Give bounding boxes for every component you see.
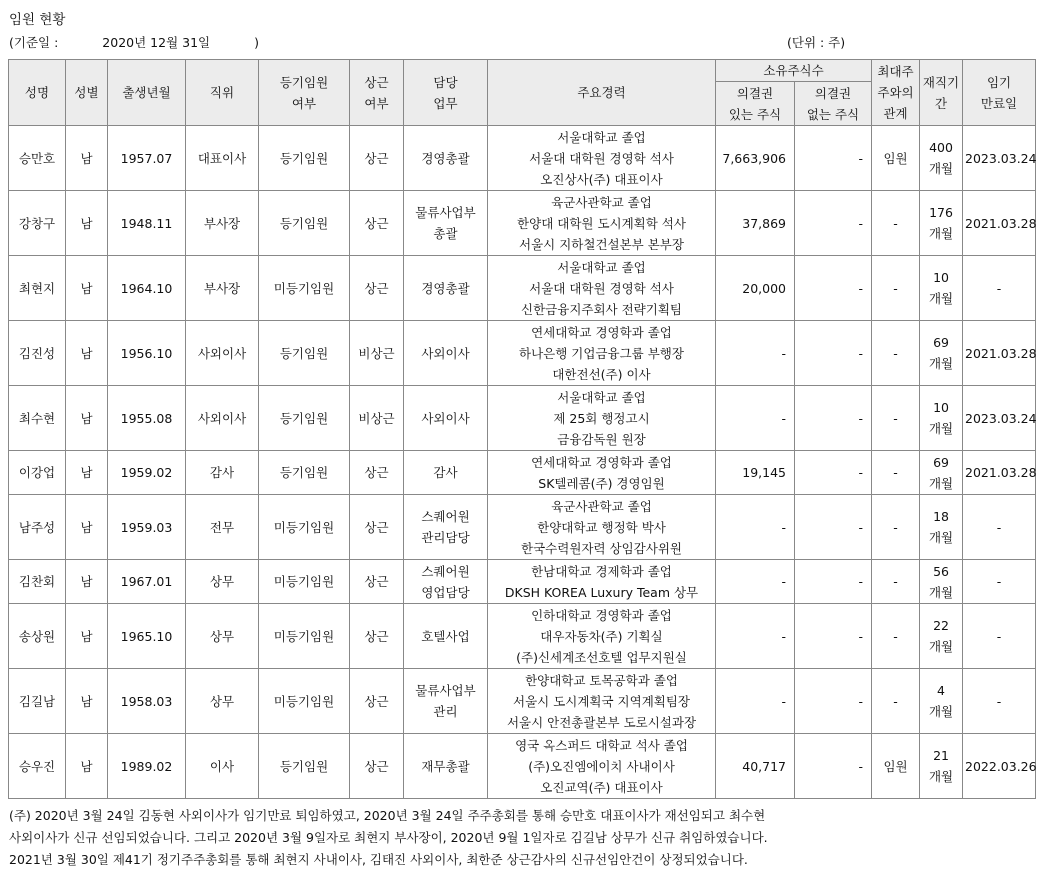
cell-tenure-line: 10 <box>933 270 949 285</box>
cell-duty-line: 관리 <box>433 704 458 719</box>
cell-duty-line: 물류사업부 <box>415 683 476 698</box>
cell-tenure <box>920 191 963 256</box>
header-nonvoting: 의결권 없는 주식 <box>795 82 872 126</box>
cell-career <box>488 669 716 734</box>
cell-fulltime: 상근 <box>350 191 404 256</box>
header-fulltime: 상근 여부 <box>350 60 404 126</box>
cell-career-line: (주)오진엠에이치 사내이사 <box>528 758 675 774</box>
cell-name: 승만호 <box>9 126 66 191</box>
cell-duty <box>404 321 488 386</box>
cell-relation: - <box>872 669 920 734</box>
cell-name: 최현지 <box>9 256 66 321</box>
cell-career-line: 대우자동차(주) 기획실 <box>540 628 663 644</box>
cell-nonvoting: - <box>795 126 872 191</box>
cell-duty <box>404 560 488 604</box>
cell-tenure <box>920 669 963 734</box>
cell-career <box>488 321 716 386</box>
table-row <box>9 669 1036 734</box>
cell-relation: 임원 <box>872 734 920 799</box>
cell-duty-line: 물류사업부 <box>415 205 476 220</box>
cell-duty <box>404 191 488 256</box>
cell-tenure-line: 개월 <box>928 639 954 654</box>
cell-career-line: DKSH KOREA Luxury Team 상무 <box>504 584 699 600</box>
cell-registered: 미등기임원 <box>259 604 350 669</box>
cell-career-line: 제 25회 행정고시 <box>553 410 650 426</box>
cell-birth: 1958.03 <box>108 669 186 734</box>
cell-gender: 남 <box>66 191 108 256</box>
cell-duty-line: 사외이사 <box>421 345 470 361</box>
header-career: 주요경력 <box>488 60 716 126</box>
cell-career-line: 육군사관학교 졸업 <box>551 194 652 210</box>
cell-nonvoting: - <box>795 560 872 604</box>
cell-nonvoting: - <box>795 256 872 321</box>
footnote-line: 2021년 3월 30일 제41기 정기주주총회를 통해 최현지 사내이사, 김태진 사외이사, 최한준 상근감사의 신규선임안건이 상정되었습니다. <box>9 852 748 867</box>
cell-birth: 1948.11 <box>108 191 186 256</box>
cell-tenure-line: 개월 <box>928 584 954 600</box>
cell-career <box>488 734 716 799</box>
cell-career <box>488 604 716 669</box>
cell-relation: - <box>872 495 920 560</box>
cell-registered: 등기임원 <box>259 191 350 256</box>
cell-voting: - <box>716 495 795 560</box>
header-tenure: 재직기 간 <box>920 60 963 126</box>
cell-tenure-line: 21 <box>933 748 949 763</box>
cell-voting: 37,869 <box>716 191 795 256</box>
cell-duty-line: 관리담당 <box>421 530 470 545</box>
cell-career <box>488 560 716 604</box>
cell-birth: 1955.08 <box>108 386 186 451</box>
cell-relation: - <box>872 386 920 451</box>
cell-gender: 남 <box>66 256 108 321</box>
cell-birth: 1989.02 <box>108 734 186 799</box>
footnote-line: 사외이사가 신규 선임되었습니다. 그리고 2020년 3월 9일자로 최현지 부사장이, 2020년 9월 1일자로 김길남 상무가 신규 취임하였습니다. <box>9 830 768 845</box>
cell-name: 김찬회 <box>9 560 66 604</box>
cell-career-line: 대한전선(주) 이사 <box>552 366 651 382</box>
basis-date: 2020년 12월 31일 <box>102 35 211 50</box>
cell-nonvoting: - <box>795 669 872 734</box>
cell-career <box>488 191 716 256</box>
cell-duty-line: 스퀘어원 <box>421 509 470 524</box>
cell-career-line: 한양대 대학원 도시계획학 석사 <box>517 215 686 231</box>
footnote-line: (주) 2020년 3월 24일 김동현 사외이사가 임기만료 퇴임하였고, 2020년 3월 24일 주주총회를 통해 승만호 대표이사가 재선임되고 최수현 <box>9 808 766 823</box>
table-row <box>9 495 1036 560</box>
cell-voting: - <box>716 321 795 386</box>
cell-tenure <box>920 386 963 451</box>
cell-position: 부사장 <box>186 191 259 256</box>
unit-label: (단위 : 주) <box>787 35 846 50</box>
cell-birth: 1965.10 <box>108 604 186 669</box>
cell-term-end: - <box>963 604 1036 669</box>
cell-nonvoting: - <box>795 191 872 256</box>
cell-nonvoting: - <box>795 451 872 495</box>
cell-relation: - <box>872 451 920 495</box>
cell-career-line: 한양대학교 토목공학과 졸업 <box>525 672 678 688</box>
cell-career-line: 서울대 대학원 경영학 석사 <box>529 150 674 166</box>
header-voting: 의결권 있는 주식 <box>716 82 795 126</box>
table-row <box>9 256 1036 321</box>
cell-fulltime: 상근 <box>350 495 404 560</box>
cell-voting: 19,145 <box>716 451 795 495</box>
cell-gender: 남 <box>66 560 108 604</box>
header-duty: 담당 업무 <box>404 60 488 126</box>
table-row <box>9 604 1036 669</box>
cell-career-line: 서울시 안전총괄본부 도로시설과장 <box>506 714 697 730</box>
cell-tenure-line: 개월 <box>928 704 954 719</box>
cell-career-line: 한국수력원자력 상임감사위원 <box>521 540 682 556</box>
cell-tenure-line: 69 <box>933 454 949 470</box>
cell-name: 남주성 <box>9 495 66 560</box>
cell-tenure <box>920 451 963 495</box>
cell-career-line: 신한금융지주회사 전략기획팀 <box>521 301 682 317</box>
cell-career-line: 한양대학교 행정학 박사 <box>537 519 666 535</box>
cell-registered: 미등기임원 <box>259 256 350 321</box>
cell-term-end: 2022.03.26 <box>963 734 1036 799</box>
cell-duty-line: 호텔사업 <box>421 628 470 644</box>
cell-relation: - <box>872 560 920 604</box>
cell-duty-line: 스퀘어원 <box>421 563 470 579</box>
cell-position: 상무 <box>186 669 259 734</box>
table-row <box>9 734 1036 799</box>
cell-tenure-line: 개월 <box>928 530 954 545</box>
cell-registered: 미등기임원 <box>259 495 350 560</box>
cell-career-line: 서울대학교 졸업 <box>557 389 646 405</box>
cell-voting: - <box>716 604 795 669</box>
cell-career-line: 서울대학교 졸업 <box>557 259 646 275</box>
basis-suffix: ) <box>254 35 259 50</box>
cell-fulltime: 상근 <box>350 451 404 495</box>
cell-term-end: 2021.03.28 <box>963 321 1036 386</box>
cell-position: 부사장 <box>186 256 259 321</box>
cell-career-line: 육군사관학교 졸업 <box>551 498 652 514</box>
cell-career <box>488 126 716 191</box>
cell-term-end: 2021.03.28 <box>963 451 1036 495</box>
cell-career-line: 연세대학교 경영학과 졸업 <box>531 454 672 470</box>
table-row <box>9 451 1036 495</box>
cell-term-end: - <box>963 560 1036 604</box>
cell-position: 전무 <box>186 495 259 560</box>
cell-birth: 1956.10 <box>108 321 186 386</box>
cell-birth: 1967.01 <box>108 560 186 604</box>
cell-registered: 미등기임원 <box>259 669 350 734</box>
cell-name: 김진성 <box>9 321 66 386</box>
cell-career-line: SK텔레콤(주) 경영임원 <box>538 475 665 491</box>
cell-voting: - <box>716 386 795 451</box>
header-birth: 출생년월 <box>108 60 186 126</box>
cell-duty <box>404 256 488 321</box>
cell-term-end: - <box>963 256 1036 321</box>
cell-duty-line: 총괄 <box>433 226 458 241</box>
cell-birth: 1957.07 <box>108 126 186 191</box>
cell-tenure <box>920 734 963 799</box>
basis-prefix: (기준일 : <box>9 35 59 50</box>
basis-date-line <box>9 33 259 51</box>
cell-tenure-line: 400 <box>929 140 953 155</box>
cell-birth: 1959.03 <box>108 495 186 560</box>
cell-voting: 20,000 <box>716 256 795 321</box>
cell-career-line: 영국 옥스퍼드 대학교 석사 졸업 <box>515 737 688 753</box>
cell-career-line: 서울시 지하철건설본부 본부장 <box>519 236 684 252</box>
cell-duty-line: 사외이사 <box>421 410 470 426</box>
cell-tenure-line: 22 <box>933 618 949 633</box>
cell-relation: - <box>872 256 920 321</box>
cell-career <box>488 451 716 495</box>
cell-duty <box>404 669 488 734</box>
cell-duty-line: 경영총괄 <box>421 150 470 166</box>
cell-duty <box>404 386 488 451</box>
cell-registered: 등기임원 <box>259 734 350 799</box>
cell-position: 감사 <box>186 451 259 495</box>
page-title: 임원 현황 <box>9 12 66 28</box>
cell-tenure-line: 개월 <box>928 291 954 306</box>
header-shares: 소유주식수 <box>716 60 872 82</box>
cell-voting: 7,663,906 <box>716 126 795 191</box>
cell-duty-line: 영업담당 <box>421 584 470 600</box>
table-row <box>9 126 1036 191</box>
header-relation: 최대주 주와의 관계 <box>872 60 920 126</box>
cell-nonvoting: - <box>795 604 872 669</box>
cell-career-line: 오진상사(주) 대표이사 <box>540 171 663 187</box>
cell-term-end: - <box>963 669 1036 734</box>
cell-tenure-line: 18 <box>933 509 949 524</box>
executives-table <box>8 59 1036 799</box>
cell-term-end: - <box>963 495 1036 560</box>
cell-position: 상무 <box>186 604 259 669</box>
cell-tenure-line: 10 <box>933 400 949 415</box>
table-row <box>9 191 1036 256</box>
table-row <box>9 321 1036 386</box>
header-name: 성명 <box>9 60 66 126</box>
cell-position: 상무 <box>186 560 259 604</box>
cell-position: 사외이사 <box>186 321 259 386</box>
cell-career-line: 인하대학교 경영학과 졸업 <box>531 607 672 623</box>
cell-career <box>488 495 716 560</box>
cell-registered: 등기임원 <box>259 126 350 191</box>
cell-gender: 남 <box>66 495 108 560</box>
cell-gender: 남 <box>66 386 108 451</box>
cell-tenure-line: 개월 <box>928 226 954 241</box>
cell-tenure <box>920 604 963 669</box>
cell-nonvoting: - <box>795 734 872 799</box>
cell-birth: 1964.10 <box>108 256 186 321</box>
cell-nonvoting: - <box>795 495 872 560</box>
cell-nonvoting: - <box>795 386 872 451</box>
cell-term-end: 2023.03.24 <box>963 386 1036 451</box>
table-body <box>9 126 1036 799</box>
cell-tenure-line: 개월 <box>928 161 954 176</box>
cell-gender: 남 <box>66 321 108 386</box>
header-registered: 등기임원 여부 <box>259 60 350 126</box>
cell-career-line: 연세대학교 경영학과 졸업 <box>531 324 672 340</box>
cell-name: 승우진 <box>9 734 66 799</box>
cell-fulltime: 비상근 <box>350 321 404 386</box>
cell-name: 강창구 <box>9 191 66 256</box>
cell-duty-line: 감사 <box>433 465 458 480</box>
cell-birth: 1959.02 <box>108 451 186 495</box>
cell-duty-line: 경영총괄 <box>421 280 470 296</box>
header-gender: 성별 <box>66 60 108 126</box>
cell-relation: 임원 <box>872 126 920 191</box>
cell-tenure <box>920 495 963 560</box>
cell-duty <box>404 451 488 495</box>
cell-career-line: 한남대학교 경제학과 졸업 <box>531 563 672 579</box>
cell-career-line: 서울대학교 졸업 <box>557 129 646 145</box>
cell-term-end: 2021.03.28 <box>963 191 1036 256</box>
cell-tenure-line: 개월 <box>928 421 954 436</box>
cell-career <box>488 386 716 451</box>
cell-tenure <box>920 256 963 321</box>
table-row <box>9 560 1036 604</box>
header-position: 직위 <box>186 60 259 126</box>
cell-position: 이사 <box>186 734 259 799</box>
cell-tenure-line: 개월 <box>928 475 954 491</box>
cell-registered: 등기임원 <box>259 451 350 495</box>
cell-fulltime: 상근 <box>350 669 404 734</box>
cell-career-line: 하나은행 기업금융그룹 부행장 <box>519 345 684 361</box>
cell-duty-line: 재무총괄 <box>421 758 470 774</box>
cell-tenure <box>920 126 963 191</box>
cell-duty <box>404 604 488 669</box>
cell-position: 대표이사 <box>186 126 259 191</box>
cell-registered: 등기임원 <box>259 321 350 386</box>
cell-name: 이강업 <box>9 451 66 495</box>
cell-name: 김길남 <box>9 669 66 734</box>
cell-tenure-line: 56 <box>933 563 949 579</box>
cell-career <box>488 256 716 321</box>
cell-career-line: 서울시 도시계획국 지역계획팀장 <box>513 693 690 709</box>
cell-fulltime: 상근 <box>350 604 404 669</box>
cell-tenure-line: 개월 <box>928 356 954 371</box>
cell-duty <box>404 734 488 799</box>
cell-nonvoting: - <box>795 321 872 386</box>
cell-career-line: 오진교역(주) 대표이사 <box>540 779 663 795</box>
cell-duty <box>404 495 488 560</box>
cell-registered: 등기임원 <box>259 386 350 451</box>
cell-career-line: (주)신세계조선호텔 업무지원실 <box>516 649 687 665</box>
cell-fulltime: 상근 <box>350 126 404 191</box>
cell-tenure-line: 176 <box>929 205 953 220</box>
cell-relation: - <box>872 604 920 669</box>
cell-registered: 미등기임원 <box>259 560 350 604</box>
cell-gender: 남 <box>66 669 108 734</box>
cell-gender: 남 <box>66 734 108 799</box>
cell-position: 사외이사 <box>186 386 259 451</box>
cell-tenure <box>920 321 963 386</box>
cell-duty <box>404 126 488 191</box>
cell-name: 송상원 <box>9 604 66 669</box>
cell-tenure-line: 69 <box>933 335 949 350</box>
cell-fulltime: 상근 <box>350 256 404 321</box>
cell-career-line: 금융감독원 원장 <box>557 431 646 447</box>
cell-gender: 남 <box>66 604 108 669</box>
cell-career-line: 서울대 대학원 경영학 석사 <box>529 280 674 296</box>
cell-voting: - <box>716 560 795 604</box>
table-row <box>9 386 1036 451</box>
cell-gender: 남 <box>66 126 108 191</box>
cell-gender: 남 <box>66 451 108 495</box>
cell-voting: 40,717 <box>716 734 795 799</box>
cell-fulltime: 상근 <box>350 560 404 604</box>
cell-term-end: 2023.03.24 <box>963 126 1036 191</box>
cell-relation: - <box>872 191 920 256</box>
cell-fulltime: 비상근 <box>350 386 404 451</box>
cell-tenure-line: 4 <box>937 683 945 698</box>
cell-tenure <box>920 560 963 604</box>
cell-fulltime: 상근 <box>350 734 404 799</box>
cell-tenure-line: 개월 <box>928 769 954 784</box>
header-term-end: 임기 만료일 <box>963 60 1036 126</box>
footnotes <box>9 805 1019 871</box>
cell-name: 최수현 <box>9 386 66 451</box>
cell-voting: - <box>716 669 795 734</box>
cell-relation: - <box>872 321 920 386</box>
